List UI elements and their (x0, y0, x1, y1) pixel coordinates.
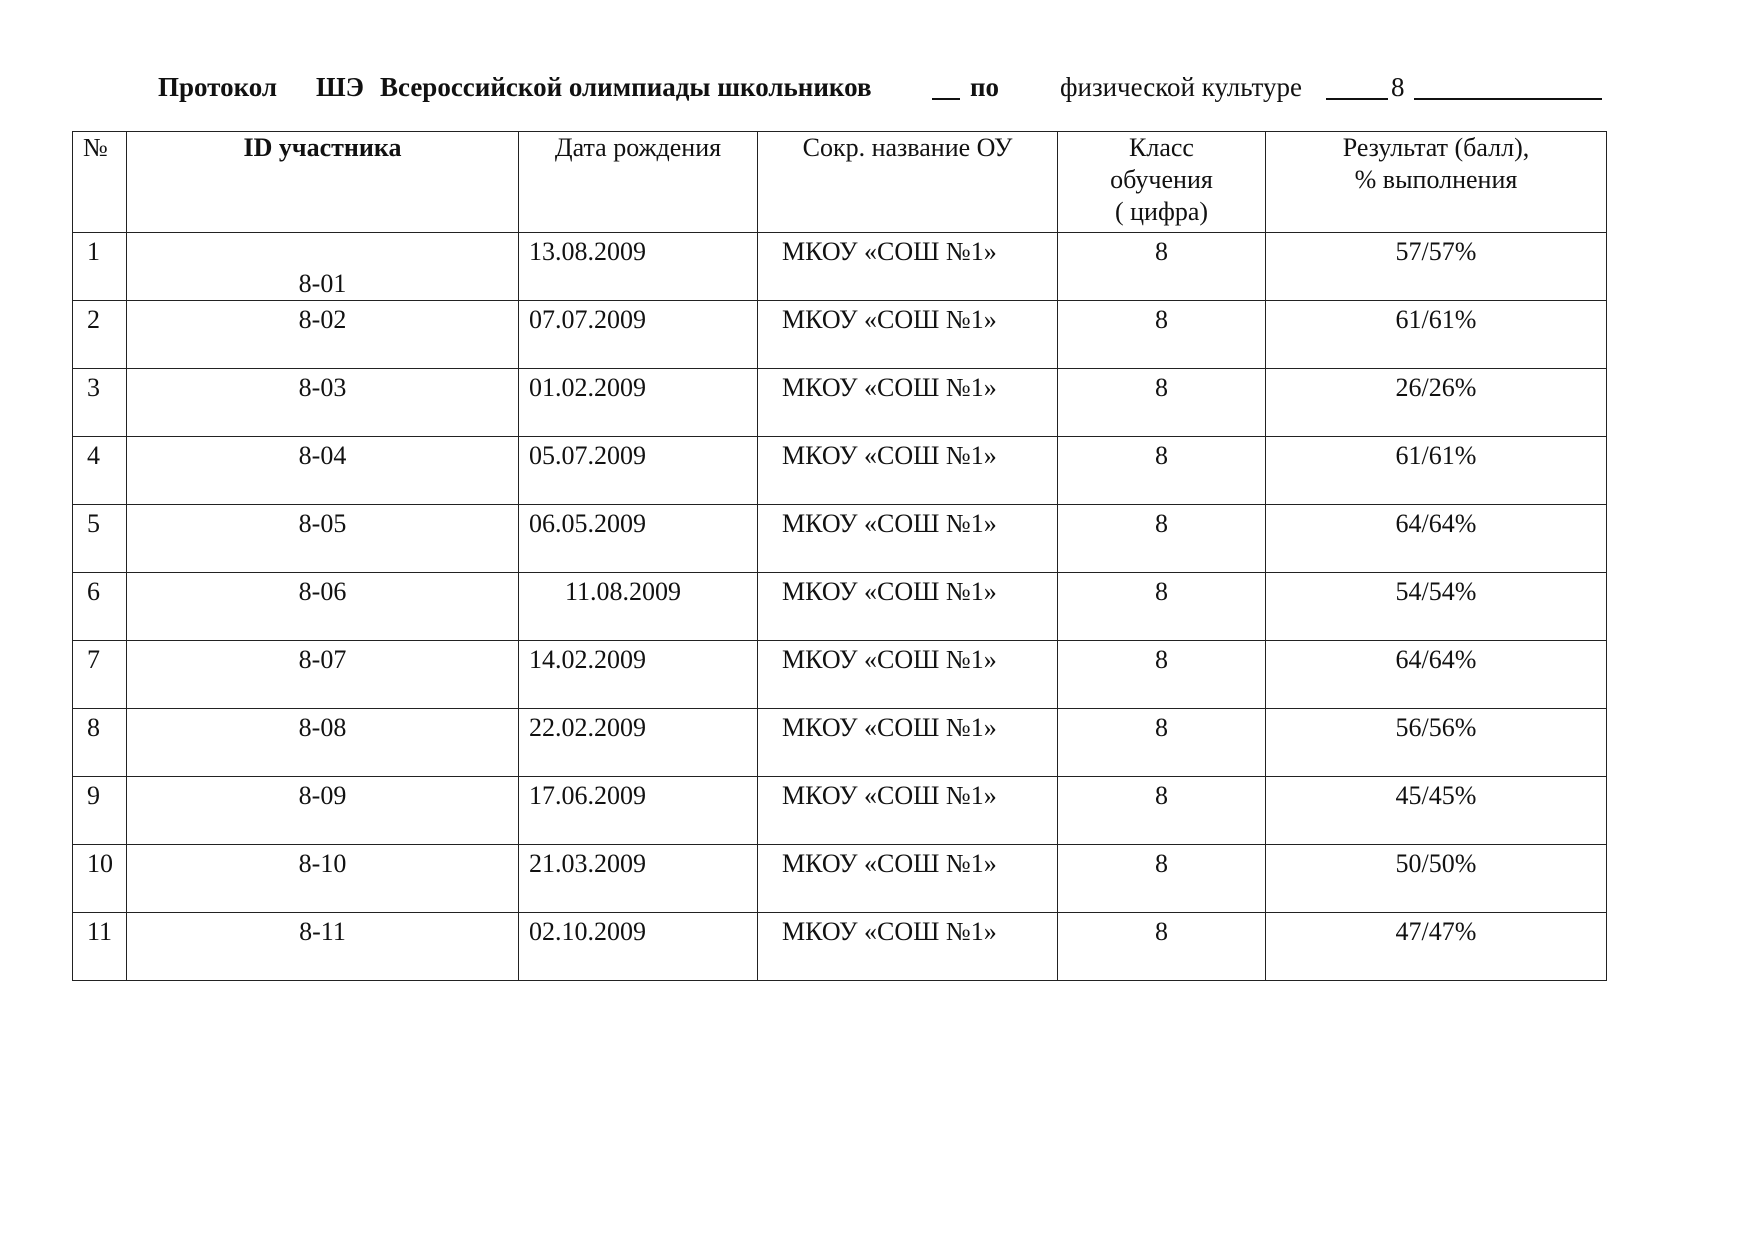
cell-school-name (758, 777, 1058, 845)
table-row (73, 233, 1607, 301)
cell-result-value: 64/64% (1395, 509, 1477, 538)
cell-class-value: 8 (1155, 849, 1168, 878)
cell-number (73, 301, 127, 369)
cell-class (1058, 845, 1266, 913)
cell-birth-date (519, 505, 758, 573)
cell-participant-id-value: 8-05 (298, 509, 347, 538)
table-row (73, 301, 1607, 369)
header-result-line2: % выполнения (1354, 165, 1518, 194)
cell-birth-date-value: 13.08.2009 (529, 237, 646, 266)
title-preposition: по (970, 72, 1000, 102)
cell-number-value: 7 (87, 645, 100, 674)
table-row (73, 777, 1607, 845)
cell-school-name (758, 641, 1058, 709)
cell-class-value: 8 (1155, 373, 1168, 402)
cell-number (73, 505, 127, 573)
cell-participant-id (127, 573, 519, 641)
cell-number-value: 10 (87, 849, 113, 878)
cell-participant-id (127, 641, 519, 709)
cell-birth-date (519, 369, 758, 437)
header-result-line1: Результат (балл), (1342, 133, 1530, 162)
cell-result-value: 61/61% (1395, 305, 1477, 334)
cell-birth-date-value: 02.10.2009 (529, 917, 646, 946)
cell-class (1058, 233, 1266, 301)
cell-school-name (758, 369, 1058, 437)
cell-participant-id (127, 233, 519, 301)
table-row (73, 437, 1607, 505)
cell-class (1058, 709, 1266, 777)
cell-participant-id (127, 913, 519, 981)
cell-number (73, 369, 127, 437)
cell-class-value: 8 (1155, 577, 1168, 606)
cell-participant-id (127, 505, 519, 573)
cell-birth-date-value: 22.02.2009 (529, 713, 646, 742)
cell-birth-date (519, 301, 758, 369)
cell-result-value: 61/61% (1395, 441, 1477, 470)
title-olympiad: Всероссийской олимпиады школьников (380, 72, 872, 102)
header-participant-id: ID участника (127, 132, 519, 233)
cell-birth-date-value: 14.02.2009 (529, 645, 646, 674)
cell-birth-date (519, 437, 758, 505)
header-class (1058, 132, 1266, 233)
title-protocol-word: Протокол (158, 72, 278, 102)
cell-number-value: 8 (87, 713, 100, 742)
cell-school-name-value: МКОУ «СОШ №1» (782, 781, 997, 810)
cell-participant-id-value: 8-06 (298, 577, 347, 606)
cell-class-value: 8 (1155, 713, 1168, 742)
table-row (73, 573, 1607, 641)
cell-school-name-value: МКОУ «СОШ №1» (782, 645, 997, 674)
cell-birth-date-value: 05.07.2009 (529, 441, 646, 470)
cell-school-name (758, 573, 1058, 641)
cell-result (1266, 233, 1607, 301)
grade-underline (1414, 74, 1602, 100)
cell-number-value: 1 (87, 237, 100, 266)
cell-participant-id-value: 8-11 (299, 917, 346, 946)
cell-participant-id-value: 8-03 (298, 373, 347, 402)
cell-number (73, 573, 127, 641)
cell-result-value: 47/47% (1395, 917, 1477, 946)
cell-class (1058, 301, 1266, 369)
cell-class-value: 8 (1155, 441, 1168, 470)
table-row (73, 913, 1607, 981)
header-number: № (73, 132, 127, 233)
cell-result (1266, 845, 1607, 913)
cell-participant-id (127, 301, 519, 369)
cell-number (73, 845, 127, 913)
cell-class-value: 8 (1155, 509, 1168, 538)
cell-school-name-value: МКОУ «СОШ №1» (782, 917, 997, 946)
subject-underline (1326, 74, 1388, 100)
cell-number-value: 6 (87, 577, 100, 606)
cell-participant-id (127, 369, 519, 437)
header-school-name: Сокр. название ОУ (758, 132, 1058, 233)
cell-class (1058, 437, 1266, 505)
cell-class (1058, 573, 1266, 641)
cell-result (1266, 437, 1607, 505)
cell-participant-id (127, 777, 519, 845)
cell-number (73, 777, 127, 845)
cell-participant-id-value: 8-04 (298, 441, 347, 470)
cell-result (1266, 709, 1607, 777)
cell-birth-date (519, 641, 758, 709)
header-birth-date: Дата рождения (519, 132, 758, 233)
cell-number-value: 11 (87, 917, 113, 946)
title-stage: ШЭ (316, 72, 364, 102)
cell-class (1058, 505, 1266, 573)
table-row (73, 369, 1607, 437)
cell-participant-id-value: 8-09 (298, 781, 347, 810)
cell-result (1266, 641, 1607, 709)
cell-participant-id-value: 8-02 (298, 305, 347, 334)
cell-result-value: 57/57% (1395, 237, 1477, 266)
cell-birth-date-value: 17.06.2009 (529, 781, 646, 810)
cell-number-value: 2 (87, 305, 100, 334)
cell-participant-id (127, 845, 519, 913)
cell-class-value: 8 (1155, 781, 1168, 810)
header-class-line2: обучения (1110, 165, 1213, 194)
protocol-title (158, 68, 1608, 108)
cell-number-value: 9 (87, 781, 100, 810)
cell-birth-date (519, 233, 758, 301)
table-row (73, 641, 1607, 709)
cell-school-name (758, 845, 1058, 913)
cell-school-name (758, 913, 1058, 981)
cell-result (1266, 913, 1607, 981)
header-class-line1: Класс (1129, 133, 1194, 162)
cell-class (1058, 777, 1266, 845)
cell-number (73, 913, 127, 981)
cell-result (1266, 573, 1607, 641)
cell-school-name (758, 505, 1058, 573)
title-blank-line (932, 74, 960, 100)
cell-class-value: 8 (1155, 237, 1168, 266)
cell-number-value: 5 (87, 509, 100, 538)
cell-class (1058, 369, 1266, 437)
cell-result-value: 64/64% (1395, 645, 1477, 674)
cell-number (73, 641, 127, 709)
table-row (73, 709, 1607, 777)
cell-class (1058, 641, 1266, 709)
cell-number-value: 4 (87, 441, 100, 470)
cell-school-name-value: МКОУ «СОШ №1» (782, 713, 997, 742)
cell-participant-id-value: 8-07 (298, 645, 347, 674)
title-grade: 8 (1391, 72, 1405, 102)
table-row (73, 505, 1607, 573)
table-row (73, 845, 1607, 913)
cell-result (1266, 777, 1607, 845)
cell-participant-id-value: 8-01 (298, 269, 347, 298)
header-class-line3: ( цифра) (1114, 197, 1209, 226)
header-result (1266, 132, 1607, 233)
cell-school-name-value: МКОУ «СОШ №1» (782, 509, 997, 538)
cell-result (1266, 505, 1607, 573)
cell-result-value: 50/50% (1395, 849, 1477, 878)
table-header-row (73, 132, 1607, 233)
cell-school-name-value: МКОУ «СОШ №1» (782, 577, 997, 606)
cell-class-value: 8 (1155, 917, 1168, 946)
cell-school-name (758, 233, 1058, 301)
cell-school-name-value: МКОУ «СОШ №1» (782, 237, 997, 266)
cell-participant-id (127, 437, 519, 505)
cell-class-value: 8 (1155, 305, 1168, 334)
cell-number-value: 3 (87, 373, 100, 402)
cell-class-value: 8 (1155, 645, 1168, 674)
cell-birth-date (519, 845, 758, 913)
cell-school-name-value: МКОУ «СОШ №1» (782, 305, 997, 334)
cell-number (73, 709, 127, 777)
cell-birth-date-value: 01.02.2009 (529, 373, 646, 402)
cell-result-value: 54/54% (1395, 577, 1477, 606)
cell-school-name (758, 301, 1058, 369)
cell-birth-date (519, 573, 758, 641)
cell-result (1266, 301, 1607, 369)
cell-school-name-value: МКОУ «СОШ №1» (782, 441, 997, 470)
cell-birth-date-value: 07.07.2009 (529, 305, 646, 334)
cell-birth-date-value: 21.03.2009 (529, 849, 646, 878)
cell-birth-date-value: 06.05.2009 (529, 509, 646, 538)
cell-participant-id-value: 8-10 (298, 849, 347, 878)
cell-result-value: 26/26% (1395, 373, 1477, 402)
cell-number (73, 437, 127, 505)
participants-table (72, 131, 1607, 981)
cell-birth-date (519, 777, 758, 845)
cell-class (1058, 913, 1266, 981)
cell-school-name-value: МКОУ «СОШ №1» (782, 849, 997, 878)
cell-result-value: 45/45% (1395, 781, 1477, 810)
cell-result (1266, 369, 1607, 437)
cell-participant-id-value: 8-08 (298, 713, 347, 742)
cell-birth-date (519, 913, 758, 981)
cell-birth-date (519, 709, 758, 777)
title-subject: физической культуре (1060, 72, 1302, 102)
cell-birth-date-value: 11.08.2009 (565, 577, 682, 606)
cell-result-value: 56/56% (1395, 713, 1477, 742)
cell-school-name-value: МКОУ «СОШ №1» (782, 373, 997, 402)
cell-number (73, 233, 127, 301)
cell-school-name (758, 437, 1058, 505)
cell-participant-id (127, 709, 519, 777)
cell-school-name (758, 709, 1058, 777)
